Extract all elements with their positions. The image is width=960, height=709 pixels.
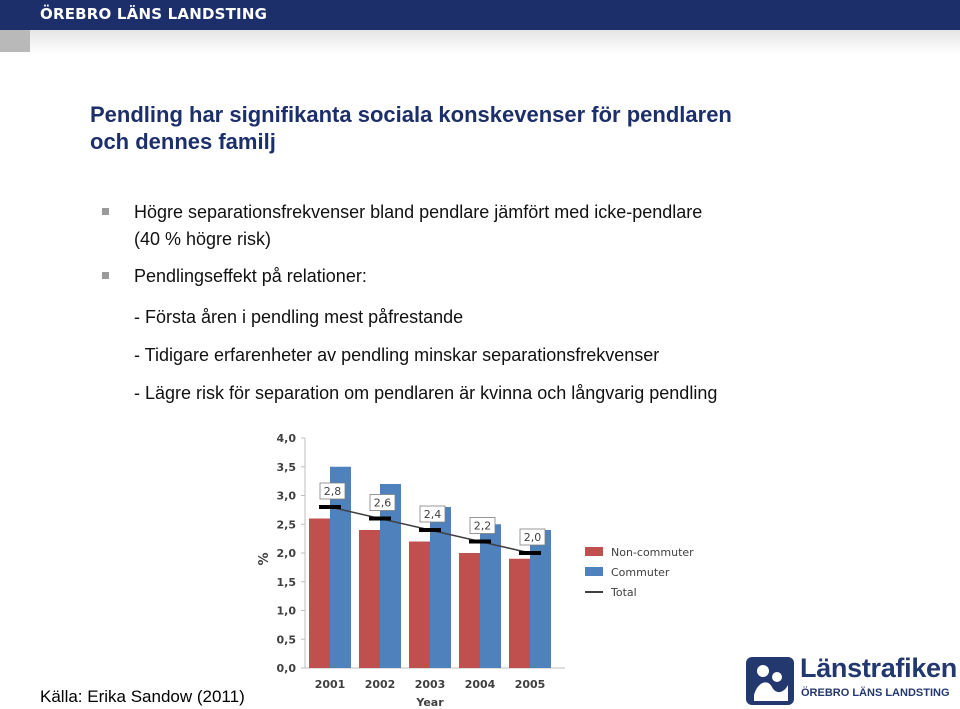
y-tick-label: 0,0 — [276, 662, 296, 675]
x-tick-label: 2005 — [514, 678, 546, 691]
slide-title — [90, 101, 890, 155]
separation-rate-chart — [250, 425, 700, 707]
y-tick-label: 4,0 — [276, 432, 296, 445]
logo-name: Länstrafiken — [800, 653, 957, 683]
sub-point-3: - Lägre risk för separation om pendlaren är kvinna och långvarig pendling — [134, 383, 718, 403]
y-tick-label: 1,0 — [276, 604, 296, 618]
bar-non-commuter-2001 — [309, 519, 330, 669]
y-tick-label: 0,5 — [276, 633, 296, 647]
bar-non-commuter-2002 — [359, 530, 380, 668]
bullet-1-line-2: (40 % högre risk) — [134, 229, 272, 249]
bar-commuter-2005 — [530, 530, 551, 668]
x-axis-label: Year — [416, 696, 444, 707]
logo-subtitle: ÖREBRO LÄNS LANDSTING — [801, 687, 950, 699]
header-bar — [0, 0, 960, 30]
y-tick-label: 1,5 — [276, 575, 296, 589]
total-value-label: 2,4 — [423, 508, 442, 521]
total-marker — [469, 540, 491, 544]
total-value-label: 2,6 — [373, 496, 392, 510]
sub-point-1: - Första åren i pendling mest påfrestande — [134, 307, 464, 327]
legend-label-total: Total — [611, 586, 637, 599]
header-accent-block — [0, 30, 30, 52]
organization-name: ÖREBRO LÄNS LANDSTING — [40, 5, 268, 23]
y-axis-label: % — [257, 552, 272, 566]
y-tick-label: 2,0 — [276, 547, 296, 560]
bar-non-commuter-2003 — [409, 542, 430, 669]
y-tick-label: 3,0 — [276, 489, 296, 503]
total-value-label: 2,0 — [523, 531, 542, 544]
bullet-2: Pendlingseffekt på relationer: — [134, 266, 367, 286]
bar-non-commuter-2005 — [509, 559, 530, 668]
bullet-square-icon — [102, 208, 109, 215]
bar-non-commuter-2004 — [459, 553, 480, 668]
header-accent-band — [0, 30, 960, 54]
total-value-label: 2,2 — [473, 519, 492, 533]
bar-commuter-2002 — [380, 484, 401, 668]
y-tick-label: 2,5 — [276, 518, 296, 532]
source-citation: Källa: Erika Sandow (2011) — [40, 687, 245, 706]
legend-label-commuter: Commuter — [611, 566, 670, 579]
x-tick-label: 2002 — [364, 678, 396, 691]
y-tick-label: 3,5 — [276, 460, 296, 474]
legend-label-non-commuter: Non-commuter — [611, 546, 694, 559]
legend-swatch-non-commuter — [585, 547, 603, 556]
legend-swatch-commuter — [585, 567, 603, 576]
x-tick-label: 2004 — [464, 678, 496, 691]
total-marker — [519, 551, 541, 555]
total-marker — [419, 528, 441, 532]
slide-title-line-2: och dennes familj — [90, 129, 276, 154]
bullet-square-icon — [102, 272, 109, 279]
slide-title-line-1: Pendling har signifikanta sociala konskevenser för pendlaren — [90, 102, 732, 127]
bullet-1-line-1: Högre separationsfrekvenser bland pendlare jämfört med icke-pendlare — [134, 202, 703, 222]
lanstrafiken-logo-icon — [746, 657, 794, 705]
x-tick-label: 2003 — [414, 678, 446, 691]
total-value-label: 2,8 — [323, 485, 342, 498]
sub-point-2: - Tidigare erfarenheter av pendling minskar separationsfrekvenser — [134, 345, 660, 365]
x-tick-label: 2001 — [314, 678, 346, 691]
total-marker — [369, 517, 391, 521]
total-marker — [319, 505, 341, 509]
